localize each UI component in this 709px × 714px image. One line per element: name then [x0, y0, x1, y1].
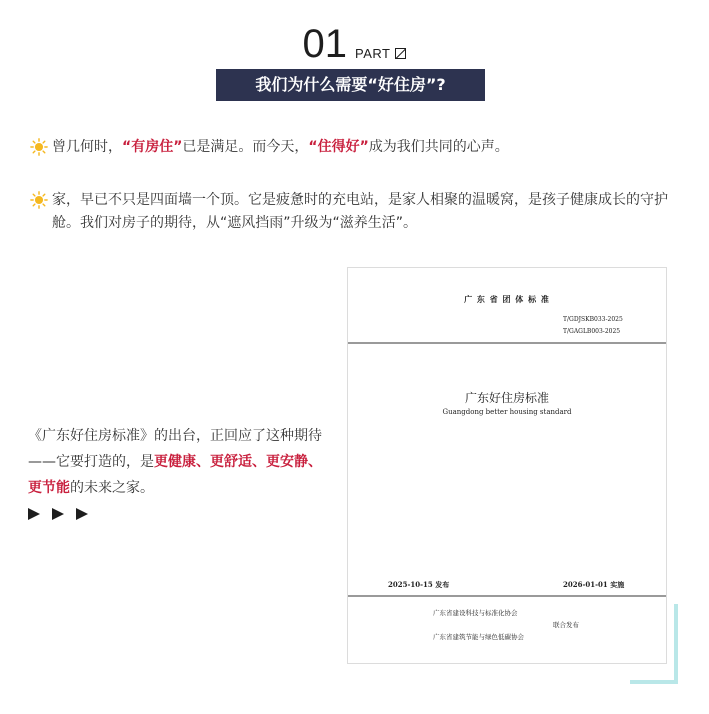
sun-icon — [30, 191, 48, 209]
doc-release-date: 2025-10-15 发布 — [388, 580, 450, 589]
side-text-after: 的未来之家。 — [70, 480, 154, 496]
para1-highlight-1: “有房住” — [122, 139, 183, 155]
doc-joint-label: 联合发布 — [553, 621, 579, 629]
part-label: PART — [355, 46, 391, 61]
part-header — [0, 20, 709, 64]
doc-code-1: T/GDJSKB033-2025 — [563, 316, 623, 323]
doc-title-en: Guangdong better housing standard — [442, 408, 572, 416]
doc-code-2: T/GAGLB003-2025 — [563, 328, 621, 335]
doc-implementation-date: 2026-01-01 实施 — [563, 580, 625, 589]
doc-top-rule — [348, 342, 666, 344]
doc-publisher-2: 广东省建筑节能与绿色低碳协会 — [433, 633, 524, 641]
para1-highlight-2: “住得好” — [308, 139, 369, 155]
doc-title-cn: 广东好住房标准 — [464, 391, 549, 405]
part-number: 01 — [302, 22, 347, 66]
arrow-right-icon — [76, 508, 88, 520]
doc-publisher-1: 广东省建设科技与标准化协会 — [433, 609, 518, 617]
doc-bottom-rule — [348, 595, 666, 597]
side-text-before: 《广东好住房标准》的出台，正回应了这种期待——它要打造的，是 — [28, 428, 322, 470]
para1-before: 曾几何时， — [52, 139, 122, 155]
section-title: 我们为什么需要“好住房”? — [216, 69, 485, 101]
sun-icon — [30, 138, 48, 156]
square-icon — [395, 48, 406, 59]
standard-intro-text — [28, 423, 328, 501]
arrow-group — [28, 508, 88, 520]
side-text-highlight: 更健康、更舒适、更安静、更节能 — [28, 454, 322, 496]
para2-text: 家，早已不只是四面墙一个顶。它是疲惫时的充电站，是家人相聚的温暖窝，是孩子健康成长的守护舱。我们对房子的期待，从“遮风挡雨”升级为“滋养生活”。 — [52, 192, 668, 231]
intro-paragraph — [30, 136, 690, 159]
home-paragraph — [30, 189, 690, 235]
arrow-right-icon — [52, 508, 64, 520]
doc-category: 广 东 省 团 体 标 准 — [464, 294, 550, 304]
para1-middle: 已是满足。而今天， — [182, 139, 309, 155]
para1-after: 成为我们共同的心声。 — [368, 139, 509, 155]
arrow-right-icon — [28, 508, 40, 520]
standard-document-cover — [347, 267, 667, 664]
